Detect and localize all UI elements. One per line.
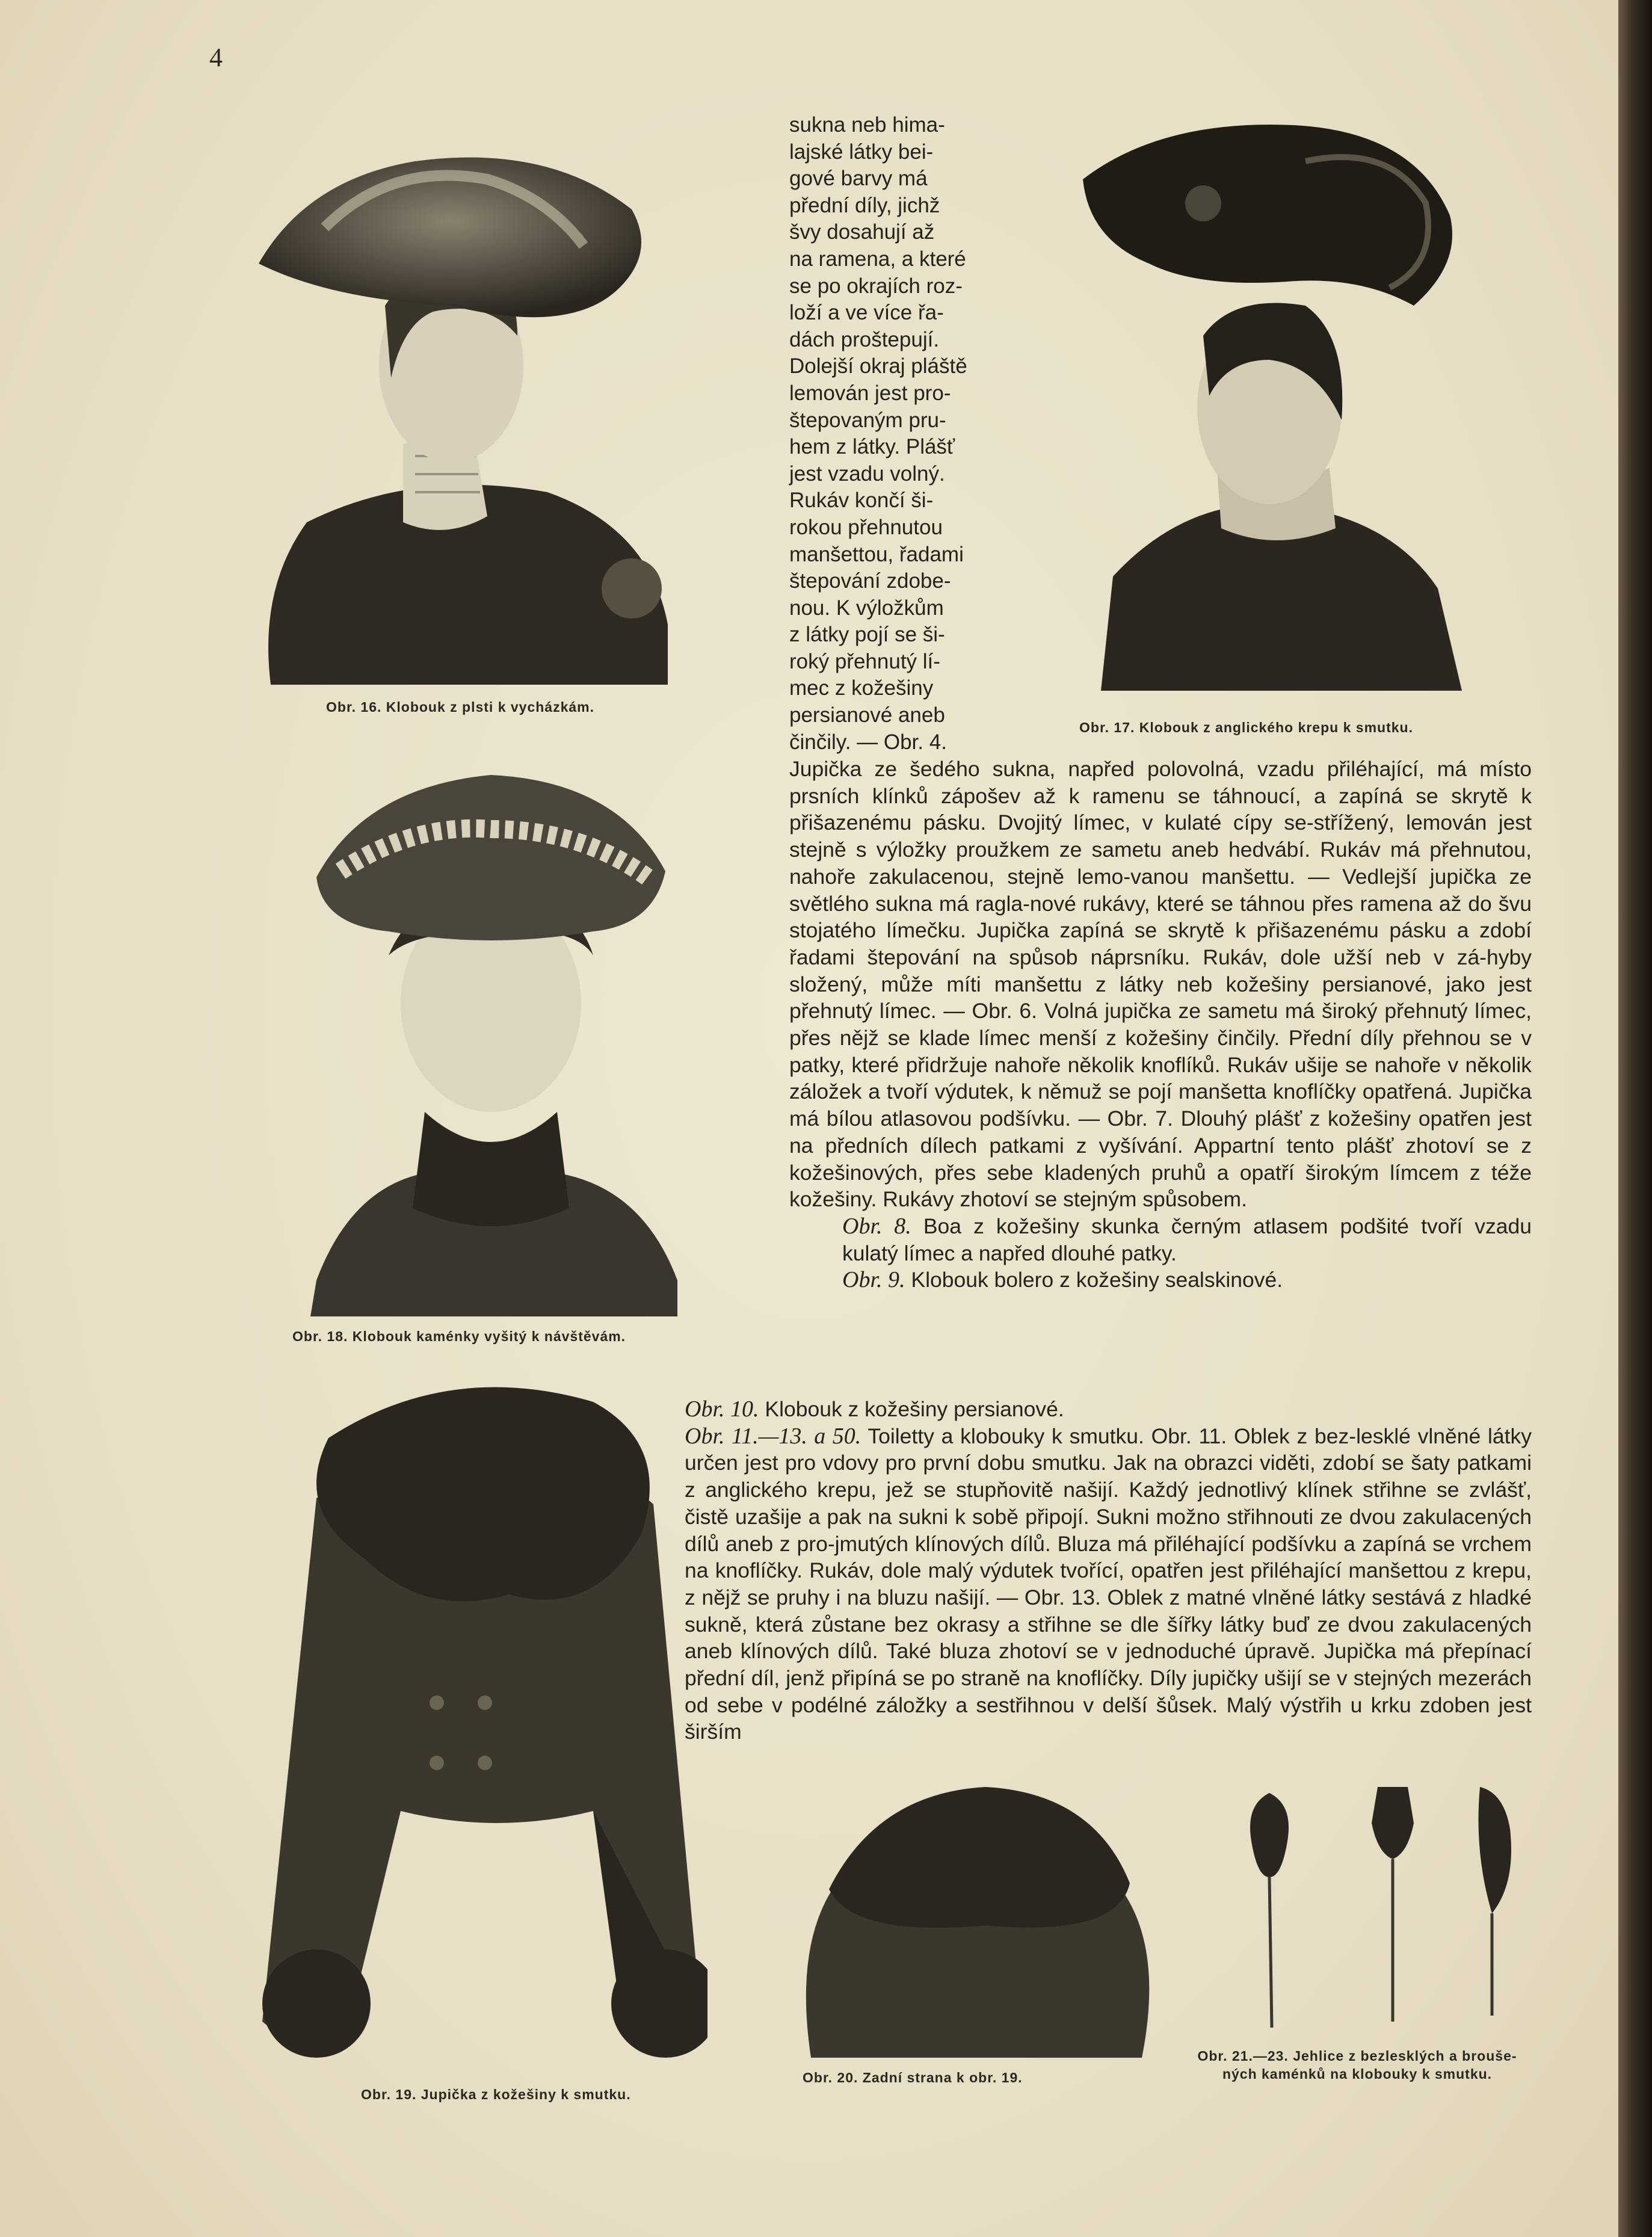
text-line: činčily. — Obr. 4. bbox=[789, 730, 947, 754]
figure-19-fur-jacket bbox=[256, 1366, 707, 2058]
figure-17-crepe-hat bbox=[1077, 107, 1462, 691]
text-line: štepování zdobe- bbox=[789, 569, 951, 593]
obr8-text: Boa z kožešiny skunka černým atlasem podšité tvoří vzadu kulatý límec a napřed dlouhé patky. bbox=[842, 1214, 1532, 1265]
text-line: se po okrajích roz- bbox=[789, 274, 963, 298]
text-line: štepovaným pru- bbox=[789, 408, 946, 432]
text-line: manšettou, řadami bbox=[789, 542, 964, 566]
obr8-label: Obr. 8. bbox=[842, 1213, 911, 1239]
figure-16-felt-hat bbox=[235, 107, 668, 685]
obr9-text: Klobouk bolero z kožešiny sealskinové. bbox=[911, 1268, 1283, 1292]
figure-16-caption: Obr. 16. Klobouk z plsti k vycházkám. bbox=[326, 699, 595, 715]
book-binding-edge bbox=[1618, 0, 1652, 2237]
text-line: jest vzadu volný. bbox=[789, 461, 945, 486]
portrait-hat-illustration bbox=[235, 107, 668, 685]
obr10-entry bbox=[661, 1396, 1532, 1423]
figure-17-caption: Obr. 17. Klobouk z anglického krepu k smutku. bbox=[1079, 720, 1413, 735]
hatpins-illustration bbox=[1227, 1781, 1528, 2034]
text-line: hem z látky. Plášť bbox=[789, 435, 955, 459]
caption-line: ných kaménků na klobouky k smutku. bbox=[1222, 2066, 1493, 2082]
obr9-entry bbox=[789, 1267, 1532, 1294]
text-line: mec z kožešiny bbox=[789, 676, 934, 700]
text-line: dách proštepují. bbox=[789, 327, 940, 351]
text-line: loží a ve více řa- bbox=[789, 301, 944, 325]
figure-21-23-hatpins bbox=[1227, 1781, 1528, 2034]
figure-18-jeweled-hat bbox=[292, 751, 689, 1316]
jacket-back-illustration bbox=[793, 1781, 1160, 2064]
text-line: sukna neb hima- bbox=[789, 113, 945, 137]
mourning-hat-illustration bbox=[1077, 107, 1462, 691]
obr11-label: Obr. 11.—13. a 50. bbox=[685, 1423, 861, 1449]
figure-21-23-caption bbox=[1165, 2047, 1550, 2083]
caption-line: Obr. 21.—23. Jehlice z bezlesklých a brouše- bbox=[1197, 2048, 1517, 2064]
obr10-text: Klobouk z kožešiny persianové. bbox=[765, 1397, 1064, 1421]
figure-19-caption: Obr. 19. Jupička z kožešiny k smutku. bbox=[361, 2087, 631, 2102]
jupicka-description: Jupička ze šedého sukna, napřed polovolná, vzadu přiléhající, má místo prsních klínků zápošev až k ramenu se táhnoucí, a zapíná se skrytě k přišazenému pásku. Dvojitý límec, v kulaté cípy se-střížený, lemován jest stejně s výložky proužkem ze sametu aneb hedvábí. Rukáv má přehnutou, nahoře zakulacenou, stejně lemo-vanou manšettu. — Vedlejší jupička ze světlého sukna má ragla-nové rukávy, které se táhnou přes ramena až do švu stojatého límečku. Jupička zapíná se skrytě k přišazenému pásku a zdobí řadami štepování na spůsob náprsníku. Rukáv, dole užší neb v zá-hyby složený, může míti manšettu z látky neb kožešiny persianové, jako jest přehnutý límec. — Obr. 6. Volná jupička ze sametu má široký přehnutý límec, přes nějž se klade límec menší z kožešiny činčily. Přední díly přehnou se v patky, které přidržuje nahoře několik knoflíků. Rukáv ušije se nahoře v několik záložek a tvoří výdutek, k němuž se pojí manšetta knoflíčky opatřená. Jupička má bílou atlasovou podšívku. — Obr. 7. Dlouhý plášť z kožešiny opatřen jest na předních dílech patkami z vyšívání. Appartní tento plášť zhotoví se z kožešinových, přes sebe kladených pruhů a opatří širokým límcem z téže kožešiny. Rukávy zhotoví se stejným spůsobem. bbox=[789, 757, 1532, 1212]
text-line: lemován jest pro- bbox=[789, 381, 951, 405]
text-line: Dolejší okraj pláště bbox=[789, 354, 967, 378]
text-line: persianové aneb bbox=[789, 703, 945, 727]
text-line: Rukáv končí ši- bbox=[789, 489, 934, 513]
mourning-paragraph bbox=[661, 1396, 1532, 1745]
text-line: rokou přehnutou bbox=[789, 515, 943, 539]
figure-20-caption: Obr. 20. Zadní strana k obr. 19. bbox=[803, 2070, 1023, 2085]
embroidered-hat-illustration bbox=[292, 751, 689, 1316]
text-line: roký přehnutý lí- bbox=[789, 649, 940, 673]
text-line: na ramena, a které bbox=[789, 247, 966, 271]
figure-18-caption: Obr. 18. Klobouk kaménky vyšitý k návštěvám. bbox=[292, 1328, 626, 1344]
text-line: lajské látky bei- bbox=[789, 140, 934, 164]
obr11-text: Toiletty a klobouky k smutku. Obr. 11. Oblek z bez-lesklé vlněné látky určen jest pro vdovy pro první dobu smutku. Jak na obrazci viděti, zdobí se šaty patkami z anglického krepu, jež se stupňovitě našijí. Každý jednotlivý klínek střihne se zvlášť, čistě uzašije a pak na sukni k sobě připojí. Sukni možno střihnouti ze dvou zakulacených dílů aneb z pro-jmutých klínových dílů. Bluza má přiléhající podšívku a zapíná se vrchem na knoflíčky. Rukáv, dole malý výdutek tvořící, opatřen jest přiléhající manšettou z krepu, z nějž se pruhy i na bluzu našijí. — Obr. 13. Oblek z matné vlněné látky sestává z hladké sukně, která zůstane bez okrasy a střihne se dle šířky látky buď ze dvou zakulacených aneb klínových dílů. Také bluza zhotoví se v jednoduché úpravě. Jupička má přepínací přední díl, jenž připíná se po straně na knoflíčky. Díly jupičky ušijí se v stejných mezerách od sebe v podélné záložky a sestřihnou v delší šůsek. Malý výstřih u krku zdoben jest širším bbox=[685, 1424, 1532, 1744]
obr11-entry bbox=[661, 1423, 1532, 1745]
obr9-label: Obr. 9. bbox=[842, 1267, 905, 1293]
figure-20-back-view bbox=[793, 1781, 1160, 2064]
obr8-entry bbox=[789, 1213, 1532, 1267]
text-line: z látky pojí se ši- bbox=[789, 623, 945, 647]
text-line: švy dosahují až bbox=[789, 220, 935, 244]
text-line: gové barvy má bbox=[789, 167, 928, 191]
text-line: přední díly, jichž bbox=[789, 193, 940, 217]
page-number: 4 bbox=[209, 43, 223, 72]
text-line: nou. K výložkům bbox=[789, 596, 944, 620]
narrow-text-column bbox=[789, 112, 988, 756]
main-paragraph bbox=[789, 756, 1532, 1294]
fur-jacket-illustration bbox=[256, 1366, 707, 2058]
obr10-label: Obr. 10. bbox=[685, 1396, 759, 1422]
